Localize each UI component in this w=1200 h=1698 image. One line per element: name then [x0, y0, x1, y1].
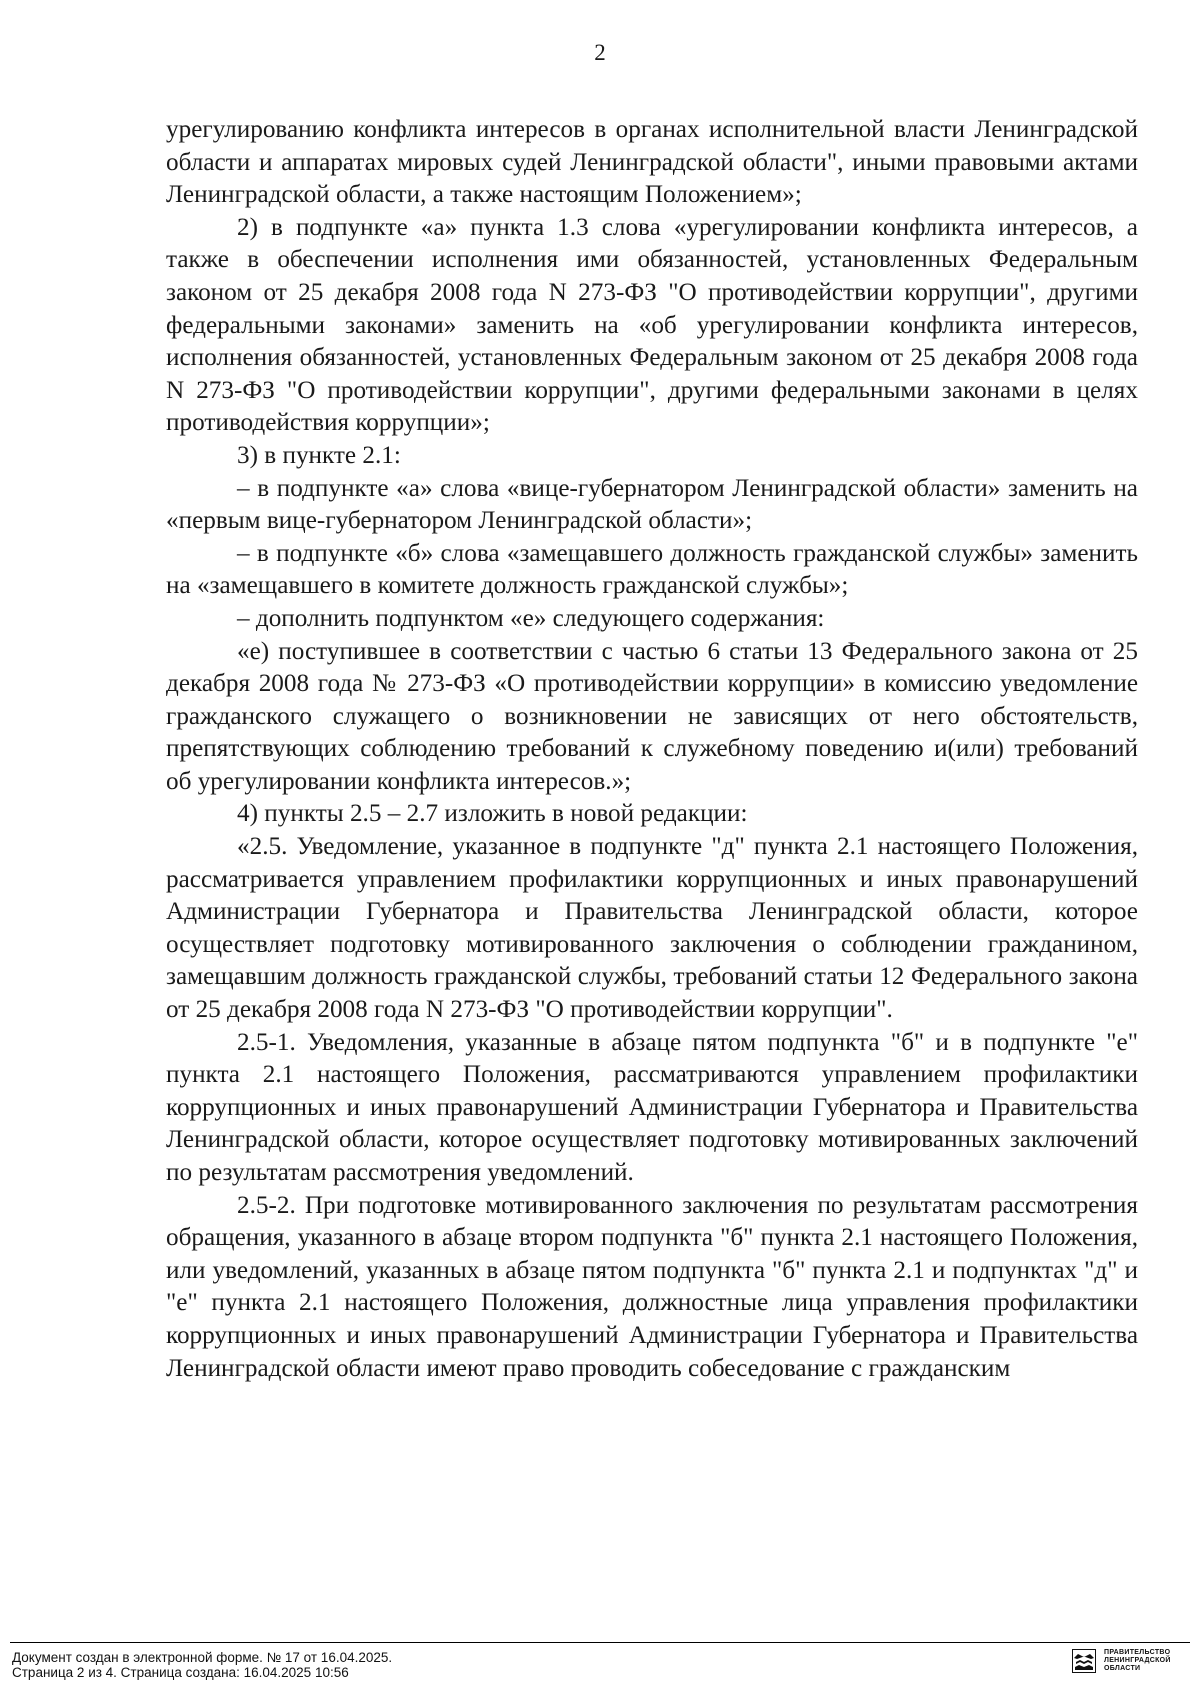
footer-divider — [10, 1642, 1190, 1643]
coat-of-arms-icon — [1072, 1649, 1096, 1673]
paragraph: 2.5-1. Уведомления, указанные в абзаце пятом подпункта "б" и в подпункте "е" пункта 2.1 настоящего Положения, рассматриваются управлением профилактики коррупционных и иных правонарушений Администрации Губернатора и Правительства Ленинградской области, которое осуществляет подготовку мотивированных заключений по результатам рассмотрения уведомлений. — [166, 1028, 1138, 1186]
paragraph: 3) в пункте 2.1: — [237, 441, 401, 469]
paragraph: «2.5. Уведомление, указанное в подпункте "д" пункта 2.1 настоящего Положения, рассматривается управлением профилактики коррупционных и иных правонарушений Администрации Губернатора и Правительства Ленинградской области, которое осуществляет подготовку мотивированного заключения о соблюдении гражданином, замещавшим должность гражданской службы, требований статьи 12 Федерального закона от 25 декабря 2008 года N 273-ФЗ "О противодействии коррупции". — [166, 833, 1138, 1024]
footer-stamp — [12, 1650, 392, 1680]
paragraph: «е) поступившее в соответствии с частью 6 статьи 13 Федерального закона от 25 декабря 2008 года № 273-ФЗ «О противодействии коррупции» в комиссию уведомление гражданского служащего о возникновении не зависящих от него обстоятельств, препятствующих соблюдению требований к служебному поведению и(или) требований об урегулировании конфликта интересов.»; — [166, 637, 1138, 795]
paragraph: урегулированию конфликта интересов в органах исполнительной власти Ленинградской области и аппаратах мировых судей Ленинградской области", иными правовыми актами Ленинградской области, а также настоящим Положением»; — [166, 116, 1138, 209]
paragraph: 4) пункты 2.5 – 2.7 изложить в новой редакции: — [237, 800, 748, 828]
government-logo — [1072, 1649, 1171, 1673]
logo-text: ПРАВИТЕЛЬСТВО ЛЕНИНГРАДСКОЙ ОБЛАСТИ — [1104, 1649, 1171, 1672]
document-body — [166, 114, 1138, 1385]
paragraph: 2.5-2. При подготовке мотивированного заключения по результатам рассмотрения обращения, указанного в абзаце втором подпункта "б" пункта 2.1 настоящего Положения, или уведомлений, указанных в абзаце пятом подпункта "б" пункта 2.1 и подпунктах "д" и "е" пункта 2.1 настоящего Положения, должностные лица управления профилактики коррупционных и иных правонарушений Администрации Губернатора и Правительства Ленинградской области имеют право проводить собеседование с гражданским — [166, 1191, 1138, 1382]
paragraph: – в подпункте «б» слова «замещавшего должность гражданской службы» заменить на «замещавшего в комитете должность гражданской службы»; — [166, 539, 1138, 600]
paragraph: – в подпункте «а» слова «вице-губернатором Ленинградской области» заменить на «первым вице-губернатором Ленинградской области»; — [166, 474, 1138, 535]
page-number: 2 — [594, 40, 606, 65]
paragraph: 2) в подпункте «а» пункта 1.3 слова «урегулировании конфликта интересов, а также в обеспечении исполнения ими обязанностей, установленных Федеральным законом от 25 декабря 2008 года N 273-ФЗ "О противодействии коррупции", другими федеральными законами» заменить на «об урегулировании конфликта интересов, исполнения обязанностей, установленных Федеральным законом от 25 декабря 2008 года N 273-ФЗ "О противодействии коррупции", другими федеральными законами в целях противодействия коррупции»; — [166, 213, 1138, 437]
paragraph: – дополнить подпунктом «е» следующего содержания: — [237, 604, 825, 632]
footer-line: Документ создан в электронной форме. № 17 от 16.04.2025. — [12, 1650, 393, 1665]
footer-line: Страница 2 из 4. Страница создана: 16.04.2025 10:56 — [12, 1665, 349, 1680]
